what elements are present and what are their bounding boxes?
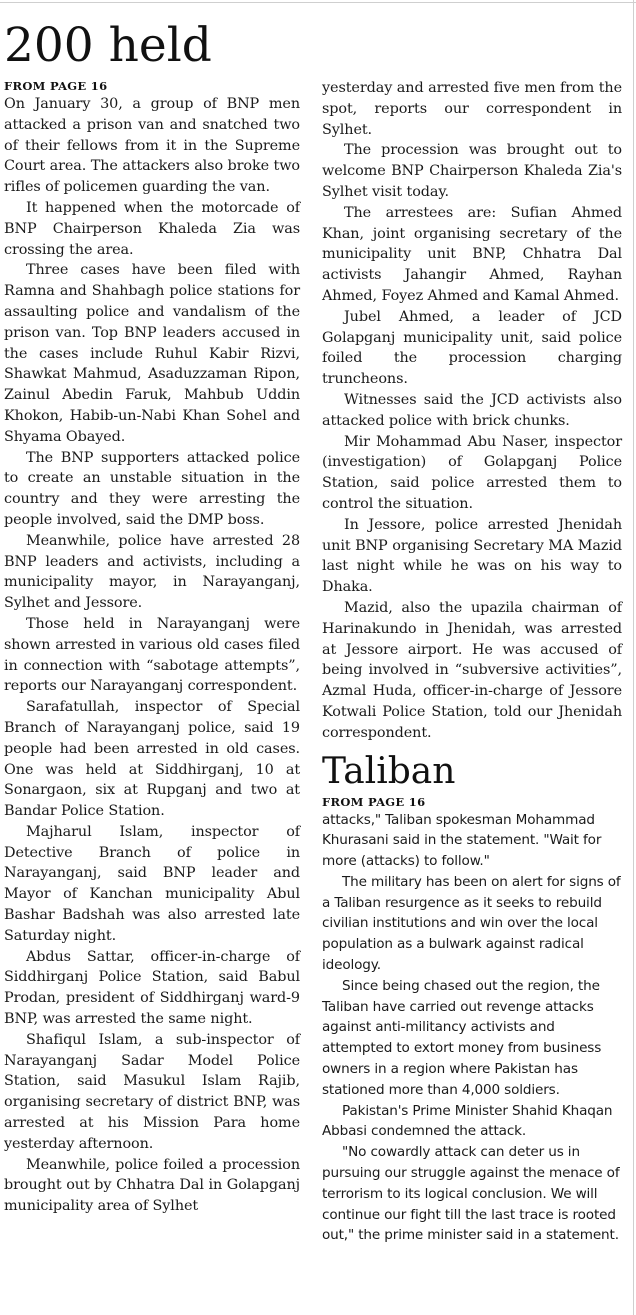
paragraph: Meanwhile, police have arrested 28 BNP leaders and activists, including a municipality mayor, in Narayanganj, Sylhet and Jessore. [4,532,300,612]
paragraph: The BNP supporters attacked police to create an unstable situation in the country and they were arresting the people involved, said the DMP boss. [4,449,300,528]
from-page-label: FROM PAGE 16 [322,794,426,809]
paragraph: Meanwhile, police foiled a procession brought out by Chhatra Dal in Golapganj municipality area of Sylhet [4,1156,300,1215]
paragraph: yesterday and arrested five men from the spot, reports our correspondent in Sylhet. [322,80,622,138]
article-200-held-left-column [4,78,300,1217]
paragraph: "No cowardly attack can deter us in pursuing our struggle against the menace of terrorism to its logical conclusion. We will continue our fight till the last trace is rooted out," the prime minister said in a statement. [322,1144,620,1244]
paragraph: In Jessore, police arrested Jhenidah unit BNP organising Secretary MA Mazid last night while he was on his way to Dhaka. [322,516,622,596]
paragraph: Abdus Sattar, officer-in-charge of Siddhirganj Police Station, said Babul Prodan, president of Siddhirganj ward-9 BNP, was arrested the same night. [4,948,300,1028]
paragraph: Three cases have been filed with Ramna and Shahbagh police stations for assaulting police and vandalism of the prison van. Top BNP leaders accused in the cases include Ruhul Kabir Rizvi, Shawkat Mahmud, Asaduzzaman Ripon, Zainul Abedin Faruk, Mahbub Uddin Khokon, Habib-un-Nabi Khan Sohel and Shyama Obayed. [4,262,300,445]
paragraph: Witnesses said the JCD activists also attacked police with brick chunks. [322,391,622,429]
article-headline-200-held: 200 held [4,18,212,73]
paragraph: Those held in Narayanganj were shown arrested in various old cases filed in connection with “sabotage attempts”, reports our Narayanganj correspondent. [4,615,300,695]
paragraph: Shafiqul Islam, a sub-inspector of Narayanganj Sadar Model Police Station, said Masukul Islam Rajib, organising secretary of district BNP, was arrested at his Mission Para home yesterday afternoon. [4,1031,300,1152]
paragraph: Jubel Ahmed, a leader of JCD Golapganj municipality unit, said police foiled the procession charging truncheons. [322,308,622,388]
paragraph: The military has been on alert for signs of a Taliban resurgence as it seeks to rebuild civilian institutions and win over the local population as a bulwark against radical ideology. [322,873,621,974]
paragraph: Sarafatullah, inspector of Special Branch of Narayanganj police, said 19 people had been arrested in old cases. One was held at Siddhirganj, 10 at Sonargaon, six at Rupganj and two at Bandar Police Station. [4,699,300,820]
paragraph: Majharul Islam, inspector of Detective Branch of police in Narayanganj, said BNP leader and Mayor of Kanchan municipality Abul Bashar Badshah was also arrested late Saturday night. [4,823,300,944]
right-rule [633,0,634,1315]
paragraph: The procession was brought out to welcome BNP Chairperson Khaleda Zia's Sylhet visit today. [322,142,622,200]
article-200-held-right-column [322,78,622,1246]
paragraph: Since being chased out the region, the Taliban have carried out revenge attacks against anti-militancy activists and attempted to extort money from business owners in a region where Pakistan has stationed more than 4,000 soldiers. [322,977,602,1098]
paragraph: Mir Mohammad Abu Naser, inspector (investigation) of Golapganj Police Station, said police arrested them to control the situation. [322,433,622,512]
paragraph: The arrestees are: Sufian Ahmed Khan, joint organising secretary of the municipality unit BNP, Chhatra Dal activists Jahangir Ahmed, Rayhan Ahmed, Foyez Ahmed and Kamal Ahmed. [322,204,622,304]
paragraph: Mazid, also the upazila chairman of Harinakundo in Jhenidah, was arrested at Jessore airport. He was accused of being involved in “subversive activities”, Azmal Huda, officer-in-charge of Jessore Kotwali Police Station, told our Jhenidah correspondent. [322,599,622,741]
from-page-label: FROM PAGE 16 [4,79,108,93]
paragraph: On January 30, a group of BNP men attacked a prison van and snatched two of their fellows from it in the Supreme Court area. The attackers also broke two rifles of policemen guarding the van. [4,96,300,196]
top-rule [0,2,636,3]
article-headline-taliban: Taliban [322,750,456,792]
paragraph: Pakistan's Prime Minister Shahid Khaqan Abbasi condemned the attack. [322,1102,613,1140]
paragraph: attacks," Taliban spokesman Mohammad Khurasani said in the statement. "Wait for more (attacks) to follow." [322,811,602,870]
paragraph: It happened when the motorcade of BNP Chairperson Khaleda Zia was crossing the area. [4,199,300,258]
